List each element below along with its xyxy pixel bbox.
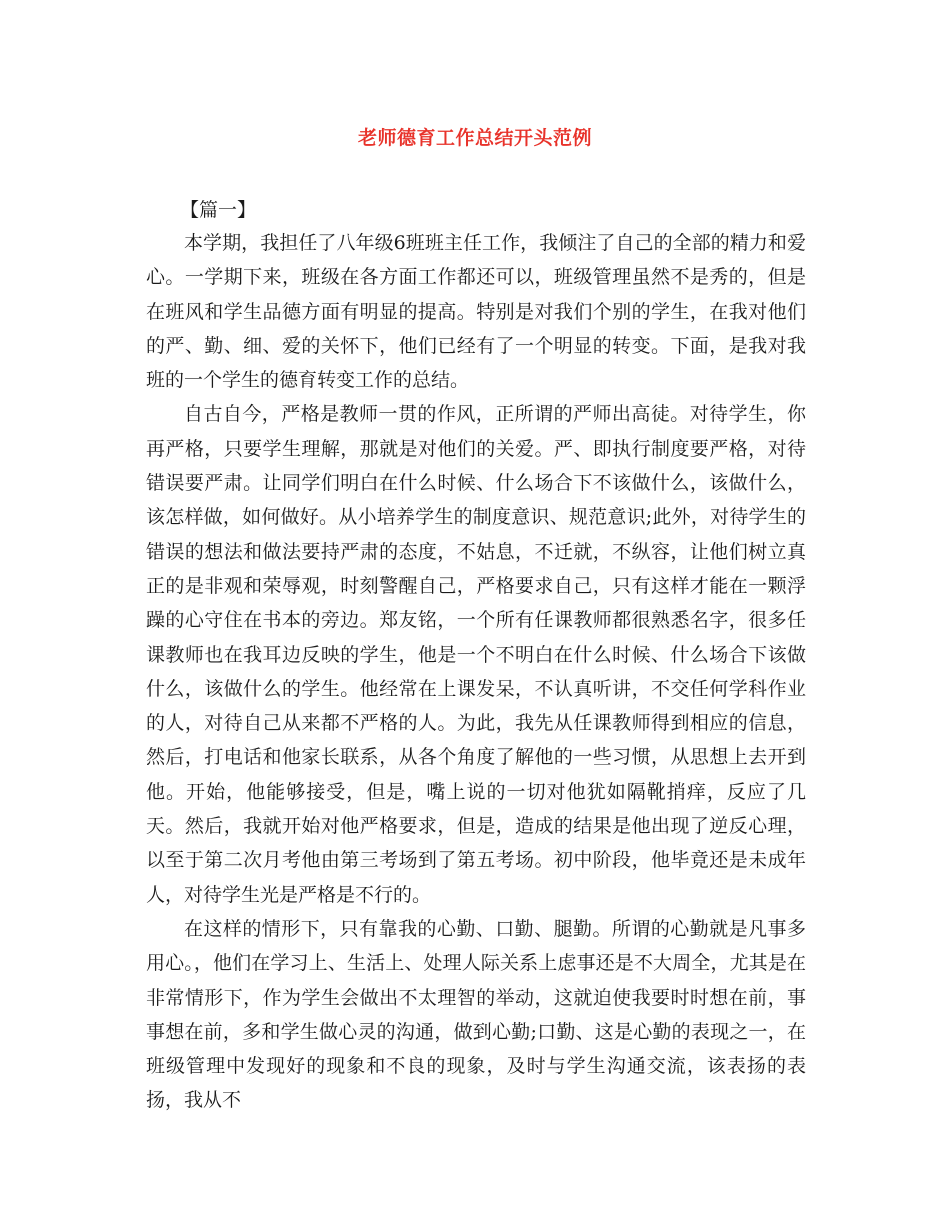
document-body bbox=[146, 226, 806, 1118]
paragraph: 自古自今，严格是教师一贯的作风，正所谓的严师出高徒。对待学生，你再严格，只要学生理解，那就是对他们的关爱。严、即执行制度要严格，对待错误要严肃。让同学们明白在什么时候、什么场合下不该做什么，该做什么，该怎样做，如何做好。从小培养学生的制度意识、规范意识;此外，对待学生的错误的想法和做法要持严肃的态度，不姑息，不迁就，不纵容，让他们树立真正的是非观和荣辱观，时刻警醒自己，严格要求自己，只有这样才能在一颗浮躁的心守住在书本的旁边。郑友铭，一个所有任课教师都很熟悉名字，很多任课教师也在我耳边反映的学生，他是一个不明白在什么时候、什么场合下该做什么，该做什么的学生。他经常在上课发呆，不认真听讲，不交任何学科作业的人，对待自己从来都不严格的人。为此，我先从任课教师得到相应的信息，然后，打电话和他家长联系，从各个角度了解他的一些习惯，从思想上去开到他。开始，他能够接受，但是，嘴上说的一切对他犹如隔靴捎痒，反应了几天。然后，我就开始对他严格要求，但是，造成的结果是他出现了逆反心理，以至于第二次月考他由第三考场到了第五考场。初中阶段，他毕竟还是未成年人，对待学生光是严格是不行的。 bbox=[146, 403, 806, 906]
paragraph: 在这样的情形下，只有靠我的心勤、口勤、腿勤。所谓的心勤就是凡事多用心。，他们在学习上、生活上、处理人际关系上虑事还是不大周全，尤其是在非常情形下，作为学生会做出不太理智的举动，这就迫使我要时时想在前，事事想在前，多和学生做心灵的沟通，做到心勤;口勤、这是心勤的表现之一，在班级管理中发现好的现象和不良的现象，及时与学生沟通交流，该表扬的表扬，我从不 bbox=[146, 917, 806, 1112]
document-title: 老师德育工作总结开头范例 bbox=[357, 127, 592, 149]
section-heading: 【篇一】 bbox=[180, 199, 257, 221]
paragraph: 本学期，我担任了八年级6班班主任工作，我倾注了自己的全部的精力和爱心。一学期下来，班级在各方面工作都还可以，班级管理虽然不是秀的，但是在班风和学生品德方面有明显的提高。特别是对我们个别的学生，在我对他们的严、勤、细、爱的关怀下，他们已经有了一个明显的转变。下面，是我对我班的一个学生的德育转变工作的总结。 bbox=[146, 232, 806, 392]
